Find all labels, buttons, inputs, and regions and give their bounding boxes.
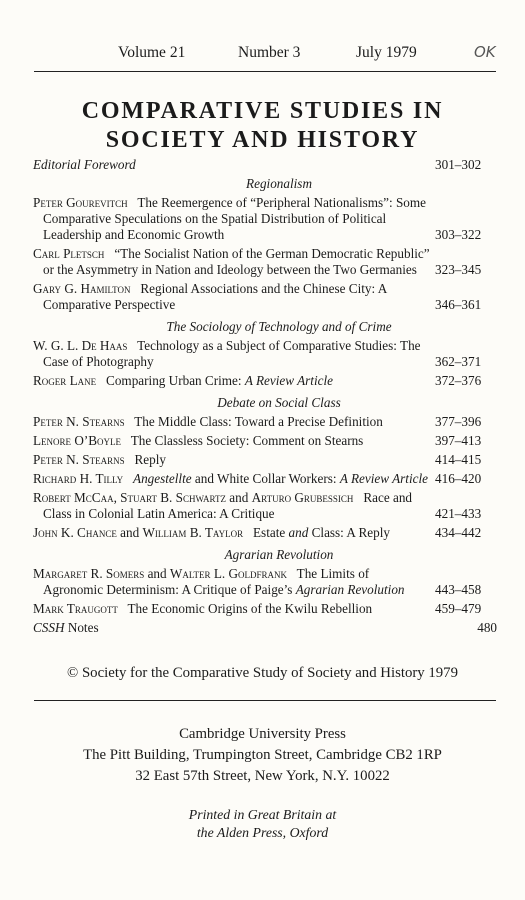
bottom-rule [34, 700, 496, 701]
entry-pages: 397–413 [435, 433, 482, 448]
section-heading-agrarian: Agrarian Revolution [224, 547, 334, 562]
printer-line-2: the Alden Press, Oxford [196, 825, 329, 840]
entry-pages: 414–415 [435, 452, 482, 467]
journal-title-line2: SOCIETY AND HISTORY [105, 127, 420, 153]
section-heading-debate: Debate on Social Class [217, 395, 341, 410]
entry-author: Peter N. Stearns [33, 452, 125, 467]
toc-entry-tilly [33, 471, 497, 487]
entry-pages: 372–376 [435, 373, 482, 388]
entry-author: Gary G. Hamilton [33, 281, 131, 296]
entry-author-2: Walter L. Goldfrank [169, 566, 287, 581]
entry-pages: 480 [477, 620, 497, 635]
entry-title: “The Socialist Nation of the German Democratic Republic” or the Asymmetry in Nation and Ideology between the Two Germanies [43, 246, 430, 277]
entry-author: W. G. L. De Haas [33, 338, 128, 353]
printer-line-1: Printed in Great Britain at [188, 807, 337, 822]
toc-entry-somers [33, 566, 497, 598]
entry-title: Regional Associations and the Chinese City: A Comparative Perspective [43, 281, 387, 312]
entry-title: The Economic Origins of the Kwilu Rebellion [127, 601, 373, 616]
entry-pages: 434–442 [435, 525, 482, 540]
entry-title: The Reemergence of “Peripheral Nationalisms”: Some Comparative Speculations on the Spatial Distribution of Political Leadership and Economic Growth [43, 195, 426, 242]
entry-author-1: Margaret R. Somers [33, 566, 145, 581]
handwritten-mark: OK [474, 43, 496, 61]
entry-author: Carl Pletsch [33, 246, 105, 261]
entry-author: Roger Lane [33, 373, 97, 388]
toc-entry-gourevitch [33, 195, 497, 243]
publisher-name: Cambridge University Press [179, 726, 346, 742]
toc-entry-dehaas [33, 338, 497, 370]
entry-title: Reply [134, 452, 166, 467]
entry-and: and [147, 566, 167, 581]
entry-title-b: Class: A Reply [311, 525, 391, 540]
toc-entry-chance [33, 525, 497, 541]
entry-title: Notes [67, 620, 99, 635]
entry-title: Race and Class in Colonial Latin America: A Critique [43, 490, 413, 521]
issue-date-label: July 1979 [356, 44, 417, 61]
publisher-address-2: 32 East 57th Street, New York, N.Y. 10022 [135, 768, 390, 784]
entry-author-1: John K. Chance [33, 525, 117, 540]
toc-entry-oboyle [33, 433, 497, 449]
toc-entry-mccaa [33, 490, 497, 522]
entry-pages: 323–345 [435, 262, 482, 277]
entry-title: The Limits of Agronomic Determinism: A Critique of Paige’s [43, 566, 370, 597]
toc-entry-hamilton [33, 281, 497, 313]
entry-and: and [229, 490, 249, 505]
entry-title-italic: Angestellte [133, 471, 192, 486]
table-of-contents [33, 157, 497, 636]
toc-entry-stearns-reply [33, 452, 497, 468]
entry-pages: 303–322 [435, 227, 482, 242]
copyright-notice: © Society for the Comparative Study of Society and History 1979 [67, 665, 458, 681]
toc-entry-stearns [33, 414, 497, 430]
entry-title-italic: A Review Article [244, 373, 333, 388]
entry-title: Technology as a Subject of Comparative Studies: The Case of Photography [43, 338, 421, 369]
entry-title-italic-2: A Review Article [339, 471, 428, 486]
entry-title: and White Collar Workers: [194, 471, 337, 486]
entry-pages: 416–420 [435, 471, 482, 486]
volume-label: Volume 21 [118, 44, 186, 61]
top-rule [34, 71, 496, 72]
entry-author: Mark Traugott [33, 601, 118, 616]
entry-pages: 362–371 [435, 354, 482, 369]
toc-entry-lane [33, 373, 497, 389]
entry-title: Editorial Foreword [33, 157, 136, 172]
section-heading-regionalism: Regionalism [246, 176, 312, 191]
toc-entry-foreword [33, 157, 497, 173]
toc-entry-notes [33, 620, 497, 636]
entry-author-2: William B. Taylor [142, 525, 244, 540]
issue-number-label: Number 3 [238, 44, 301, 61]
entry-author: Peter N. Stearns [33, 414, 125, 429]
entry-author: Lenore O’Boyle [33, 433, 122, 448]
toc-entry-traugott [33, 601, 497, 617]
entry-pages: 459–479 [435, 601, 482, 616]
entry-and: and [120, 525, 140, 540]
entry-author-last: Arturo Grubessich [251, 490, 354, 505]
entry-pages: 301–302 [435, 157, 482, 172]
entry-pages: 377–396 [435, 414, 482, 429]
entry-authors: Robert McCaa, Stuart B. Schwartz [33, 490, 226, 505]
entry-pages: 346–361 [435, 297, 482, 312]
entry-author: Richard H. Tilly [33, 471, 124, 486]
publisher-address-1: The Pitt Building, Trumpington Street, Cambridge CB2 1RP [83, 747, 442, 763]
entry-title-italic: Agrarian Revolution [295, 582, 405, 597]
entry-title-a: Estate [253, 525, 286, 540]
entry-author: Peter Gourevitch [33, 195, 128, 210]
entry-title-italic: CSSH [33, 620, 65, 635]
entry-pages: 421–433 [435, 506, 482, 521]
entry-title: Comparing Urban Crime: [106, 373, 242, 388]
entry-title: The Classless Society: Comment on Stearns [130, 433, 364, 448]
journal-title-line1: COMPARATIVE STUDIES IN [81, 98, 444, 124]
entry-title-and: and [288, 525, 309, 540]
toc-entry-pletsch [33, 246, 497, 278]
entry-pages: 443–458 [435, 582, 482, 597]
section-heading-sociology: The Sociology of Technology and of Crime [166, 319, 392, 334]
entry-title: The Middle Class: Toward a Precise Definition [134, 414, 383, 429]
